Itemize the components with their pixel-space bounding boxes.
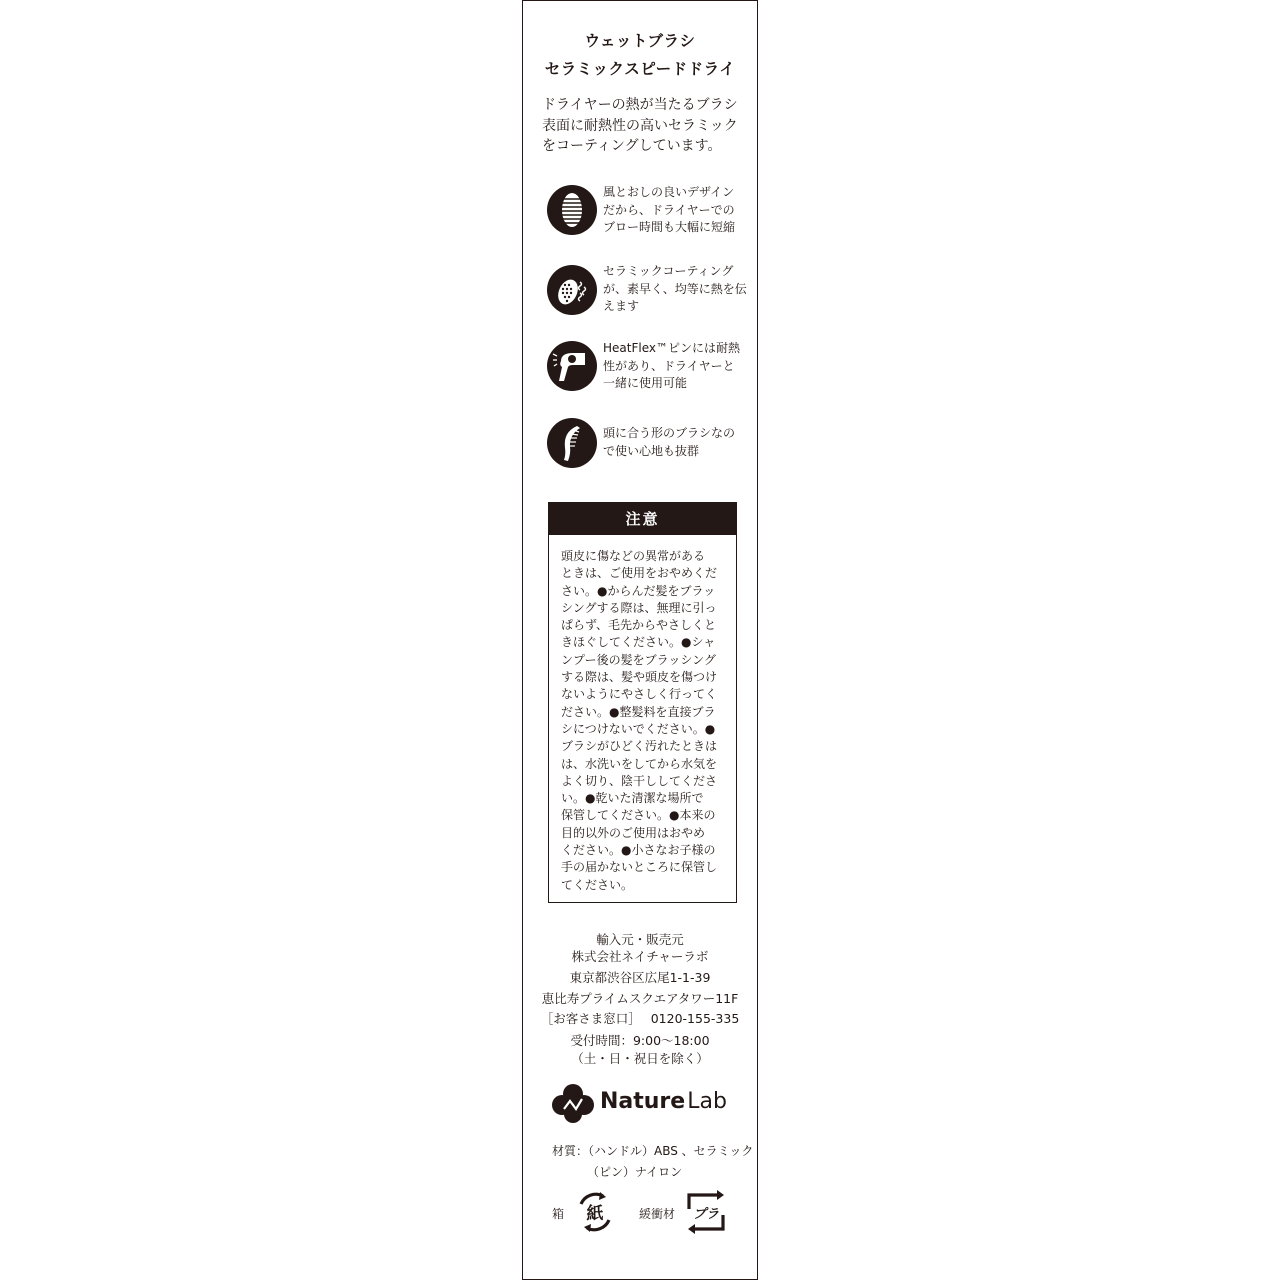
naturelab-logo-icon [551, 1083, 595, 1123]
plastic-mark-text: プラ [692, 1207, 720, 1222]
company-address2: 恵比寿プライムスクエアタワー11F [541, 991, 739, 1006]
feature-line: セラミックコーティング [603, 264, 734, 278]
paper-recycle-icon [573, 1190, 617, 1234]
caution-line: ださい。●整髪料を直接ブラ [561, 704, 716, 719]
feature-line: が、素早く、均等に熱を伝 [603, 281, 747, 296]
caution-line: ください。●小さなお子様の [561, 843, 716, 858]
feature-text [603, 263, 753, 316]
closed-days: （土・日・祝日を除く） [571, 1051, 709, 1066]
caution-heading: 注意 [549, 503, 736, 535]
feature-line: HeatFlex™ピンには耐熱 [603, 341, 740, 355]
caution-line: きほぐしてください。●シャ [561, 635, 716, 650]
feature-line: 頭に合う形のブラシなの [603, 426, 736, 440]
company-name: 株式会社ネイチャーラボ [571, 949, 709, 964]
feature-line: だから、ドライヤーでの [603, 202, 735, 217]
phone-number: 0120-155-335 [650, 1011, 740, 1026]
caution-line: ときは、ご使用をおやめくだ [561, 566, 718, 581]
caution-line: よく切り、陰干ししてくださ [561, 773, 718, 788]
phone-label: ［お客さま窓口］ [540, 1011, 641, 1026]
caution-text [561, 548, 717, 894]
caution-line: 保管してください。●本来の [561, 808, 716, 823]
hair-dryer-icon [547, 341, 597, 391]
caution-line: い。●乾いた清潔な場所で [561, 791, 704, 806]
caution-line: シングする際は、無理に引っ [561, 600, 717, 615]
caution-line: する際は、髪や頭皮を傷つけ [561, 670, 718, 685]
ventilated-brush-icon [547, 185, 597, 235]
caution-line: ないようにやさしく行ってく [561, 687, 718, 702]
feature-text [603, 425, 753, 460]
product-title-line1: ウェットブラシ [584, 32, 696, 50]
company-address1: 東京都渋谷区広尾1-1-39 [569, 970, 711, 985]
feature-line: 性があり、ドライヤーと [603, 358, 735, 373]
logo-text-bold: Nature [600, 1089, 686, 1114]
plastic-recycle-icon [683, 1189, 729, 1235]
business-hours: 受付時間：9:00〜18:00 [570, 1033, 710, 1048]
feature-line: 風とおしの良いデザイン [603, 185, 735, 199]
naturelab-logo-text [600, 1089, 727, 1114]
caution-line: 目的以外のご使用はおやめ [561, 825, 706, 840]
phone-line [523, 1009, 757, 1027]
feature-text [603, 184, 753, 237]
caution-line: さい。●からんだ髪をブラッ [561, 583, 716, 598]
feature-text [603, 340, 753, 393]
recycle-label-cushion: 緩衝材 [639, 1207, 676, 1221]
caution-line: 頭皮に傷などの異常がある [561, 549, 706, 563]
caution-line: ブラシがひどく汚れたときは [561, 739, 718, 754]
feature-line: 一緒に使用可能 [603, 376, 688, 390]
caution-line: シにつけないでください。● [561, 721, 716, 736]
caution-line: 手の届かないところに保管し [561, 860, 718, 875]
package-side-panel [522, 0, 758, 1280]
paper-mark-text: 紙 [586, 1204, 604, 1224]
material-line1: 材質：（ハンドル）ABS 、セラミック [552, 1144, 754, 1158]
product-title-line2: セラミックスピードドライ [544, 60, 736, 78]
intro-line: 表面に耐熱性の高いセラミック [542, 117, 738, 134]
importer-role: 輸入元・販売元 [596, 932, 684, 947]
feature-line: えます [603, 299, 640, 313]
logo-text-light: Lab [687, 1089, 727, 1114]
intro-text [542, 95, 752, 157]
material-line2: （ピン）ナイロン [587, 1165, 683, 1179]
intro-line: をコーティングしています。 [542, 138, 722, 154]
curved-brush-icon [547, 418, 597, 468]
caution-line: てください。 [561, 877, 634, 892]
caution-line: ぱらず、毛先からやさしくと [561, 618, 717, 633]
caution-line: は、水洗いをしてから水気を [561, 756, 718, 771]
feature-line: ブロー時間も大幅に短縮 [603, 220, 736, 234]
intro-line: ドライヤーの熱が当たるブラシ [542, 97, 738, 113]
caution-box [548, 502, 737, 903]
caution-line: ンプー後の髪をブラッシング [561, 652, 716, 667]
feature-line: で使い心地も抜群 [603, 443, 700, 458]
heated-brush-icon [547, 265, 597, 315]
recycle-label-box: 箱 [552, 1207, 565, 1221]
